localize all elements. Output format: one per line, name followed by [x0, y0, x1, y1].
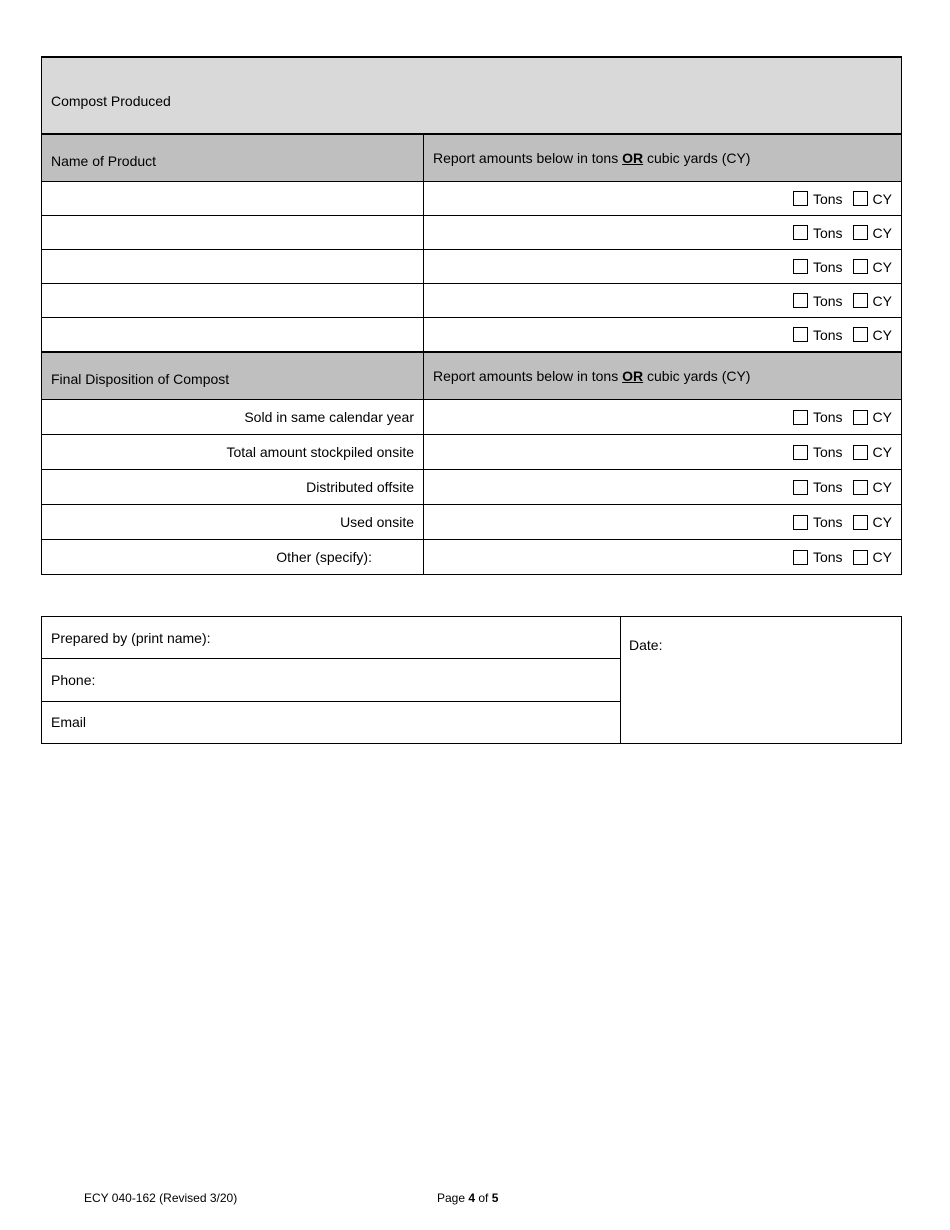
tons-checkbox[interactable] — [793, 259, 808, 274]
disposition-name-header: Final Disposition of Compost — [42, 353, 424, 399]
disposition-row-distributed — [42, 469, 901, 504]
product-row — [42, 283, 901, 317]
product-report-header: Report amounts below in tons OR cubic yards (CY) — [433, 150, 751, 166]
cy-checkbox[interactable] — [853, 445, 868, 460]
product-amount-input[interactable]: Tons CY — [424, 284, 901, 317]
tons-checkbox[interactable] — [793, 327, 808, 342]
cy-checkbox[interactable] — [853, 410, 868, 425]
product-name-header: Name of Product — [42, 135, 424, 181]
cy-checkbox[interactable] — [853, 550, 868, 565]
product-amount-input[interactable]: Tons CY — [424, 250, 901, 283]
disposition-label: Sold in same calendar year — [42, 400, 424, 434]
product-header-row — [42, 133, 901, 181]
product-name-input[interactable] — [42, 216, 424, 249]
product-amount-input[interactable]: Tons CY — [424, 216, 901, 249]
cy-checkbox[interactable] — [853, 327, 868, 342]
disposition-amount-input[interactable]: Tons CY — [424, 470, 901, 504]
disposition-label[interactable]: Other (specify): — [42, 540, 424, 574]
product-amount-input[interactable]: Tons CY — [424, 318, 901, 351]
disposition-amount-input[interactable]: Tons CY — [424, 540, 901, 574]
tons-checkbox[interactable] — [793, 410, 808, 425]
tons-checkbox[interactable] — [793, 445, 808, 460]
disposition-amount-input[interactable]: Tons CY — [424, 400, 901, 434]
disposition-row-other — [42, 539, 901, 574]
form-id: ECY 040-162 (Revised 3/20) — [84, 1191, 238, 1205]
product-row — [42, 249, 901, 283]
section-title: Compost Produced — [51, 92, 171, 109]
cy-checkbox[interactable] — [853, 225, 868, 240]
product-row — [42, 215, 901, 249]
tons-checkbox[interactable] — [793, 293, 808, 308]
prepared-by-field[interactable]: Prepared by (print name): — [51, 629, 211, 646]
disposition-label: Total amount stockpiled onsite — [42, 435, 424, 469]
product-name-input[interactable] — [42, 318, 424, 351]
tons-checkbox[interactable] — [793, 515, 808, 530]
signature-block — [41, 616, 902, 744]
email-field[interactable]: Email — [42, 701, 620, 743]
disposition-amount-input[interactable]: Tons CY — [424, 505, 901, 539]
product-name-input[interactable] — [42, 284, 424, 317]
tons-checkbox[interactable] — [793, 225, 808, 240]
disposition-label: Distributed offsite — [42, 470, 424, 504]
phone-field[interactable]: Phone: — [42, 658, 620, 700]
cy-checkbox[interactable] — [853, 191, 868, 206]
compost-form-table — [41, 56, 902, 575]
tons-checkbox[interactable] — [793, 191, 808, 206]
disposition-row-used — [42, 504, 901, 539]
tons-checkbox[interactable] — [793, 480, 808, 495]
disposition-label: Used onsite — [42, 505, 424, 539]
product-row — [42, 181, 901, 215]
tons-checkbox[interactable] — [793, 550, 808, 565]
cy-checkbox[interactable] — [853, 293, 868, 308]
disposition-amount-input[interactable]: Tons CY — [424, 435, 901, 469]
page-number: Page 4 of 5 — [437, 1191, 499, 1205]
product-amount-input[interactable]: Tons CY — [424, 182, 901, 215]
product-name-input[interactable] — [42, 182, 424, 215]
cy-checkbox[interactable] — [853, 480, 868, 495]
product-row — [42, 317, 901, 351]
contact-fields — [42, 617, 621, 743]
disposition-row-stockpiled — [42, 434, 901, 469]
disposition-report-header: Report amounts below in tons OR cubic yards (CY) — [433, 368, 751, 384]
product-name-input[interactable] — [42, 250, 424, 283]
date-field[interactable]: Date: — [629, 637, 663, 653]
section-title-row — [42, 58, 901, 133]
disposition-header-row — [42, 351, 901, 399]
disposition-row-sold — [42, 399, 901, 434]
cy-checkbox[interactable] — [853, 259, 868, 274]
cy-checkbox[interactable] — [853, 515, 868, 530]
